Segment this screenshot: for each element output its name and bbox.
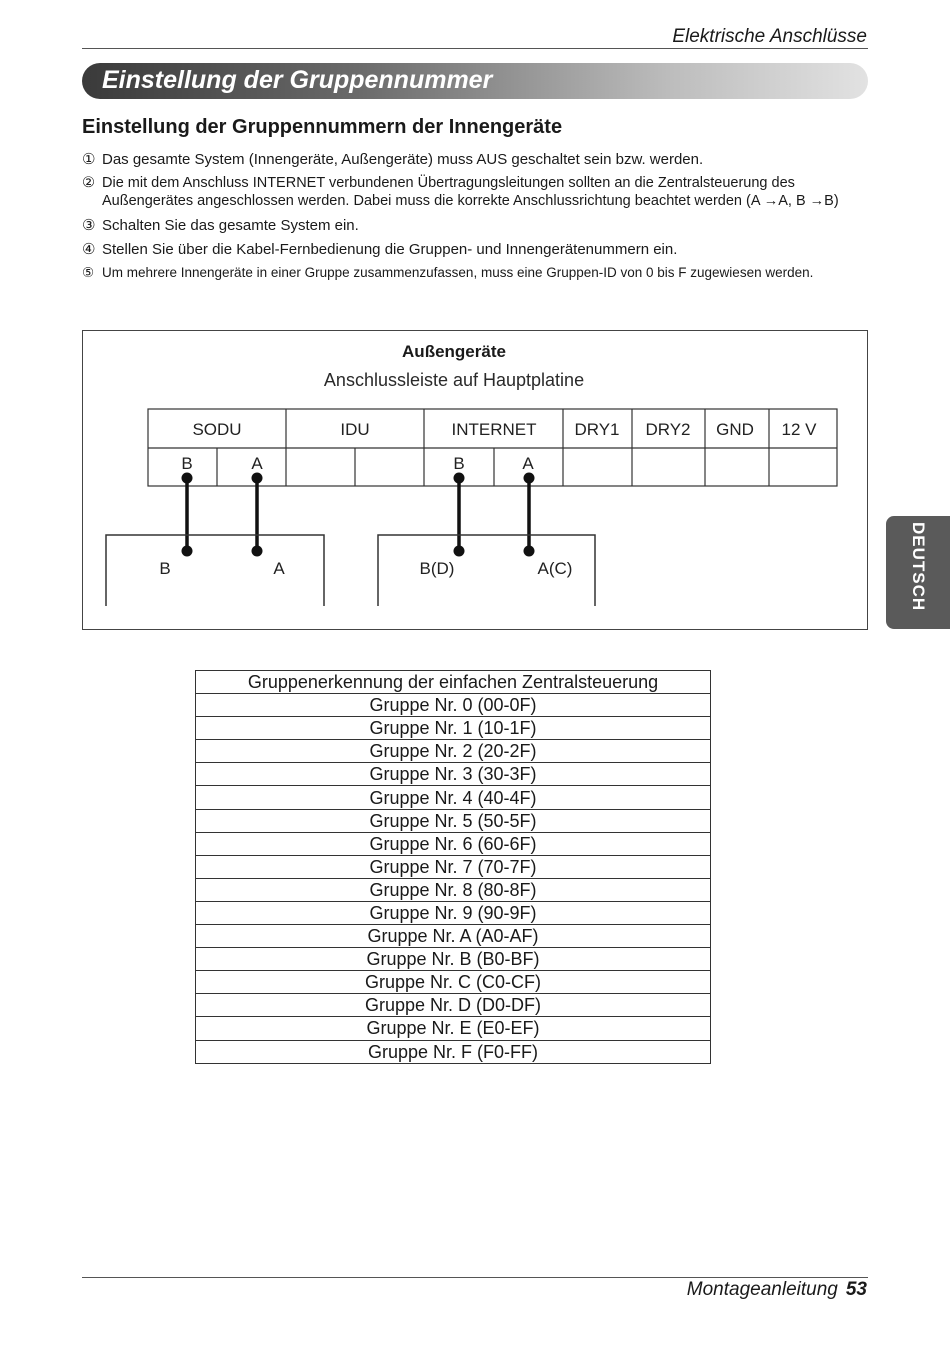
left-device-a-label: A [273, 559, 285, 578]
right-device-b-label: B(D) [419, 559, 455, 578]
footer [687, 1279, 867, 1301]
table-header-cell: Gruppenerkennung der einfachen Zentralsteuerung [196, 671, 711, 694]
table-row [196, 948, 711, 971]
step-text-continuation: Außengerätes angeschlossen werden. Dabei muss die korrekte Anschlussrichtung beachtet werden (A →A, B →B) [102, 193, 839, 209]
table-cell: Gruppe Nr. D (D0-DF) [196, 994, 711, 1017]
terminal-label-gnd: GND [716, 420, 754, 439]
table-row [196, 694, 711, 717]
footer-divider [82, 1277, 868, 1278]
table-cell: Gruppe Nr. C (C0-CF) [196, 971, 711, 994]
table-cell: Gruppe Nr. 5 (50-5F) [196, 809, 711, 832]
table-row [196, 994, 711, 1017]
internet-b-label: B [453, 454, 465, 473]
page-title: Einstellung der Gruppennummer [102, 66, 493, 94]
terminal-label-internet: INTERNET [451, 420, 537, 439]
step-item [82, 174, 795, 193]
title-bar [82, 63, 868, 99]
table-row [196, 717, 711, 740]
step-text: Die mit dem Anschluss INTERNET verbundenen Übertragungsleitungen sollten an die Zentralsteuerung des [102, 175, 795, 191]
terminal-label-dry1: DRY1 [574, 420, 620, 439]
table-row [196, 971, 711, 994]
table-cell: Gruppe Nr. 0 (00-0F) [196, 694, 711, 717]
table-cell: Gruppe Nr. 6 (60-6F) [196, 832, 711, 855]
terminal-label-idu: IDU [340, 420, 370, 439]
table-row [196, 901, 711, 924]
internet-a-label: A [522, 454, 534, 473]
group-id-table [195, 670, 711, 1064]
left-device-outline [106, 535, 324, 606]
step-item [82, 263, 813, 282]
table-cell: Gruppe Nr. 9 (90-9F) [196, 901, 711, 924]
wiring-diagram [82, 330, 868, 630]
step-item [82, 150, 703, 169]
table-cell: Gruppe Nr. 8 (80-8F) [196, 878, 711, 901]
table-cell: Gruppe Nr. 1 (10-1F) [196, 717, 711, 740]
table-cell: Gruppe Nr. B (B0-BF) [196, 948, 711, 971]
step-text: Das gesamte System (Innengeräte, Außengeräte) muss AUS geschaltet sein bzw. werden. [102, 151, 704, 168]
table-row [196, 832, 711, 855]
language-tab-label: DEUTSCH [909, 522, 928, 612]
table-cell: Gruppe Nr. F (F0-FF) [196, 1040, 711, 1063]
table-row [196, 855, 711, 878]
step-number: ④ [82, 241, 96, 258]
page-number: 53 [845, 1279, 867, 1300]
step-item [82, 216, 359, 235]
sodu-b-label: B [181, 454, 193, 473]
terminal-label-dry2: DRY2 [645, 420, 691, 439]
terminal-label-sodu: SODU [192, 420, 242, 439]
header-divider [82, 48, 868, 49]
diagram-subtitle: Anschlussleiste auf Hauptplatine [323, 370, 585, 390]
table-cell: Gruppe Nr. 7 (70-7F) [196, 855, 711, 878]
table-cell: Gruppe Nr. A (A0-AF) [196, 925, 711, 948]
manual-name: Montageanleitung [686, 1279, 838, 1300]
sodu-a-label: A [251, 454, 263, 473]
step-item [82, 240, 677, 259]
step-number: ⑤ [82, 265, 95, 280]
terminal-label-12v: 12 V [781, 420, 817, 439]
table-row [196, 1040, 711, 1063]
table-header-row [196, 671, 711, 694]
subheading: Einstellung der Gruppennummern der Innengeräte [82, 116, 563, 138]
table-row [196, 740, 711, 763]
table-row [196, 878, 711, 901]
wire-dots [182, 473, 535, 557]
step-text: Schalten Sie das gesamte System ein. [102, 217, 359, 234]
table-cell: Gruppe Nr. E (E0-EF) [196, 1017, 711, 1040]
step-text: Um mehrere Innengeräte in einer Gruppe zusammenzufassen, muss eine Gruppen-ID von 0 bis F zugewiesen werden. [102, 265, 814, 280]
table-row [196, 786, 711, 809]
left-device-b-label: B [159, 559, 171, 578]
step-number: ③ [82, 217, 96, 234]
wiring-diagram-graphic [83, 331, 869, 631]
wires [187, 478, 529, 551]
language-tab [886, 516, 950, 629]
diagram-title: Außengeräte [402, 342, 506, 361]
table-cell: Gruppe Nr. 2 (20-2F) [196, 740, 711, 763]
table-cell: Gruppe Nr. 3 (30-3F) [196, 763, 711, 786]
step-number: ② [82, 175, 95, 191]
step-number: ① [82, 151, 96, 168]
step-text: Stellen Sie über die Kabel-Fernbedienung die Gruppen- und Innengerätenummern ein. [102, 241, 678, 258]
table-row [196, 1017, 711, 1040]
table-row [196, 809, 711, 832]
right-device-a-label: A(C) [537, 559, 573, 578]
table-cell: Gruppe Nr. 4 (40-4F) [196, 786, 711, 809]
table-row [196, 925, 711, 948]
table-row [196, 763, 711, 786]
section-title: Elektrische Anschlüsse [672, 26, 867, 47]
